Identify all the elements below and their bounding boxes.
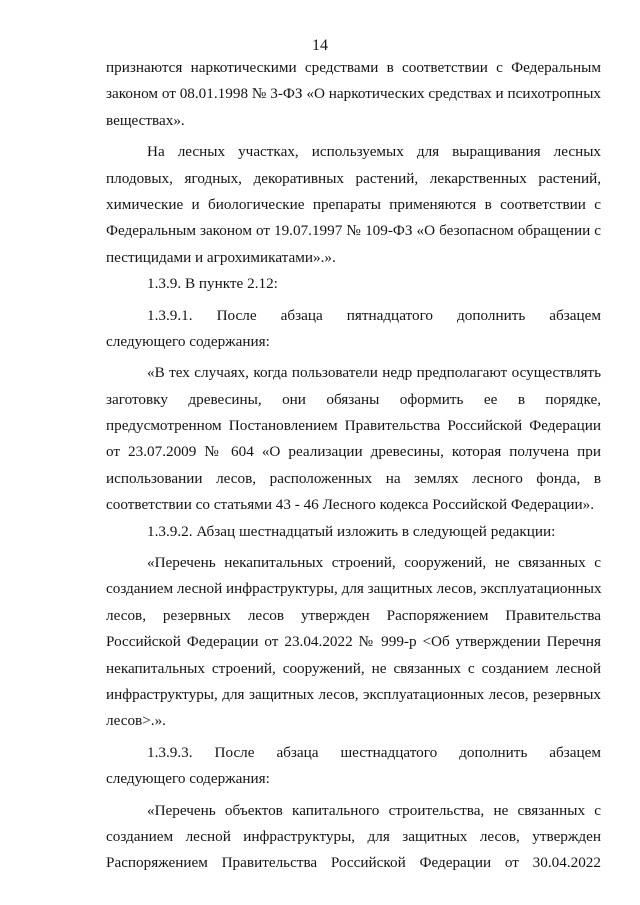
text-line: плодовых, ягодных, декоративных растений, лекарственных растений, (106, 169, 601, 187)
document-body (106, 55, 601, 877)
text-line: Российской Федерации от 23.04.2022 № 999-р <Об утверждении Перечня (106, 633, 601, 651)
clause-line: 1.3.9.3. После абзаца шестнадцатого дополнить абзацем (147, 743, 601, 761)
text-line: законом от 08.01.1998 № 3-ФЗ «О наркотических средствах и психотропных (106, 85, 601, 103)
text-line: веществах». (106, 111, 185, 129)
text-line: химические и биологические препараты применяются в соответствии с (106, 195, 601, 213)
paragraph-start-line: На лесных участках, используемых для выращивания лесных (147, 143, 601, 161)
text-line: некапитальных строений, сооружений, не связанных с созданием лесной (106, 659, 601, 677)
text-line: предусмотренном Постановлением Правительства Российской Федерации (106, 417, 601, 435)
text-line: Федеральным законом от 19.07.1997 № 109-ФЗ «О безопасном обращении с (106, 222, 601, 240)
text-line: Распоряжением Правительства Российской Федерации от 30.04.2022 (106, 854, 601, 872)
text-line: созданием лесной инфраструктуры, для защитных лесов, эксплуатационных (106, 580, 602, 598)
text-line: использовании лесов, расположенных на землях лесного фонда, в (106, 469, 601, 487)
quoted-paragraph-start-line: «Перечень объектов капитального строительства, не связанных с (147, 801, 601, 819)
clause-heading: 1.3.9. В пункте 2.12: (147, 275, 278, 293)
text-line: заготовку древесины, они обязаны оформить ее в порядке, (106, 390, 601, 408)
text-line: следующего содержания: (106, 770, 270, 788)
clause-line: 1.3.9.2. Абзац шестнадцатый изложить в следующей редакции: (147, 522, 556, 540)
text-line: соответствии со статьями 43 - 46 Лесного кодекса Российской Федерации». (106, 496, 595, 514)
text-line: следующего содержания: (106, 332, 270, 350)
text-line: пестицидами и агрохимикатами».». (106, 248, 336, 266)
quoted-paragraph-start-line: «В тех случаях, когда пользователи недр предполагают осуществлять (147, 364, 601, 382)
quoted-paragraph-start-line: «Перечень некапитальных строений, сооружений, не связанных с (147, 554, 601, 572)
page-number: 14 (312, 37, 328, 54)
clause-line: 1.3.9.1. После абзаца пятнадцатого дополнить абзацем (147, 306, 601, 324)
text-line: созданием лесной инфраструктуры, для защитных лесов, утвержден (106, 827, 601, 845)
text-line: инфраструктуры, для защитных лесов, эксплуатационных лесов, резервных (106, 685, 601, 703)
text-line: от 23.07.2009 № 604 «О реализации древесины, которая получена при (106, 443, 601, 461)
text-line: лесов, резервных лесов утвержден Распоряжением Правительства (106, 606, 601, 624)
text-line: лесов>.». (106, 712, 166, 730)
text-line: признаются наркотическими средствами в соответствии с Федеральным (106, 59, 601, 76)
